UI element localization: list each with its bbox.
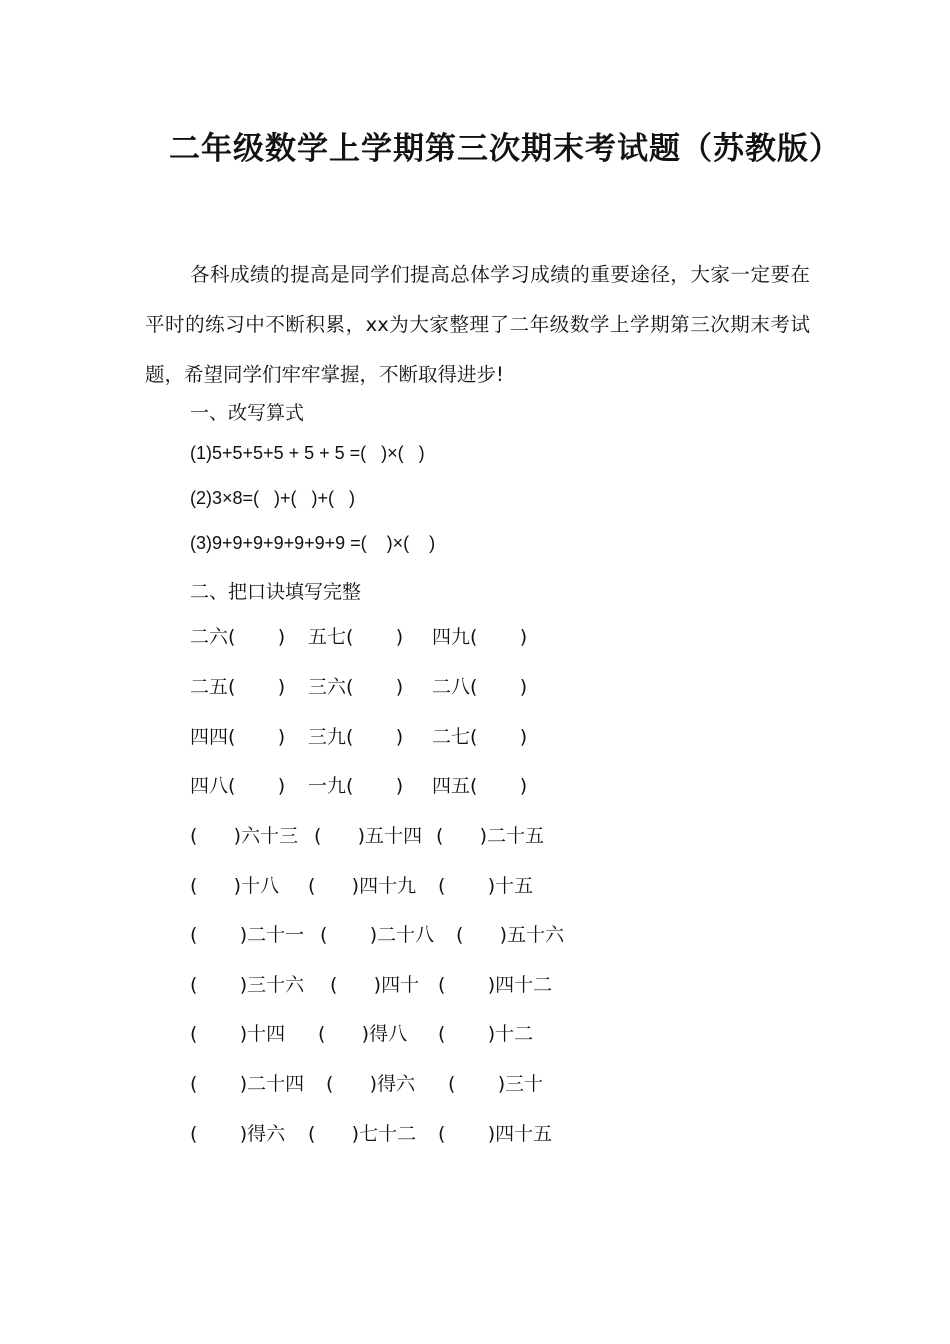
rhyme-cell: ( )七十二	[308, 1123, 417, 1145]
rhyme-cell: ( )二十五	[436, 825, 545, 847]
rhyme-cell: 一九( )	[308, 775, 404, 797]
rhyme-cell: 四八( )	[190, 775, 286, 797]
rhyme-cell: ( )五十四	[314, 825, 423, 847]
exercise-item-2: (2)3×8=( )+( )+( )	[190, 488, 356, 508]
rhyme-cell: 三六( )	[308, 676, 404, 698]
rhyme-cell: ( )四十	[330, 974, 420, 996]
rhyme-cell: ( )二十一	[190, 924, 305, 946]
rhyme-cell: ( )六十三	[190, 825, 299, 847]
rhyme-cell: ( )五十六	[456, 924, 565, 946]
rhyme-cell: 二八( )	[432, 676, 528, 698]
rhyme-cell: ( )四十五	[438, 1123, 553, 1145]
rhyme-cell: 五七( )	[308, 626, 404, 648]
page-title: 二年级数学上学期第三次期末考试题（苏教版）	[169, 131, 841, 167]
rhyme-cell: 三九( )	[308, 726, 404, 748]
rhyme-cell: ( )二十四	[190, 1073, 305, 1095]
rhyme-cell: ( )十八	[190, 875, 280, 897]
rhyme-cell: ( )三十六	[190, 974, 305, 996]
rhyme-cell: ( )得八	[318, 1023, 408, 1045]
rhyme-cell: ( )得六	[190, 1123, 286, 1145]
section-heading-2: 二、把口诀填写完整	[190, 581, 362, 603]
rhyme-cell: 四四( )	[190, 726, 286, 748]
rhyme-cell: 四九( )	[432, 626, 528, 648]
rhyme-cell: ( )得六	[326, 1073, 416, 1095]
rhyme-cell: ( )十四	[190, 1023, 286, 1045]
rhyme-cell: ( )二十八	[320, 924, 435, 946]
rhyme-cell: ( )十五	[438, 875, 534, 897]
rhyme-cell: 二六( )	[190, 626, 286, 648]
rhyme-cell: ( )十二	[438, 1023, 534, 1045]
rhyme-cell: ( )三十	[448, 1073, 544, 1095]
section-heading-1: 一、改写算式	[190, 402, 305, 424]
exercise-item-3: (3)9+9+9+9+9+9+9 =( )×( )	[190, 533, 436, 553]
rhyme-cell: ( )四十九	[308, 875, 417, 897]
rhyme-cell: 四五( )	[432, 775, 528, 797]
exercise-item-1: (1)5+5+5+5 + 5 + 5 =( )×( )	[190, 443, 425, 463]
rhyme-cell: ( )四十二	[438, 974, 553, 996]
intro-paragraph: 各科成绩的提高是同学们提高总体学习成绩的重要途径，大家一定要在平时的练习中不断积累，xx为大家整理了二年级数学上学期第三次期末考试题，希望同学们牢牢掌握，不断取得进步!	[145, 263, 810, 386]
rhyme-cell: 二五( )	[190, 676, 286, 698]
rhyme-cell: 二七( )	[432, 726, 528, 748]
